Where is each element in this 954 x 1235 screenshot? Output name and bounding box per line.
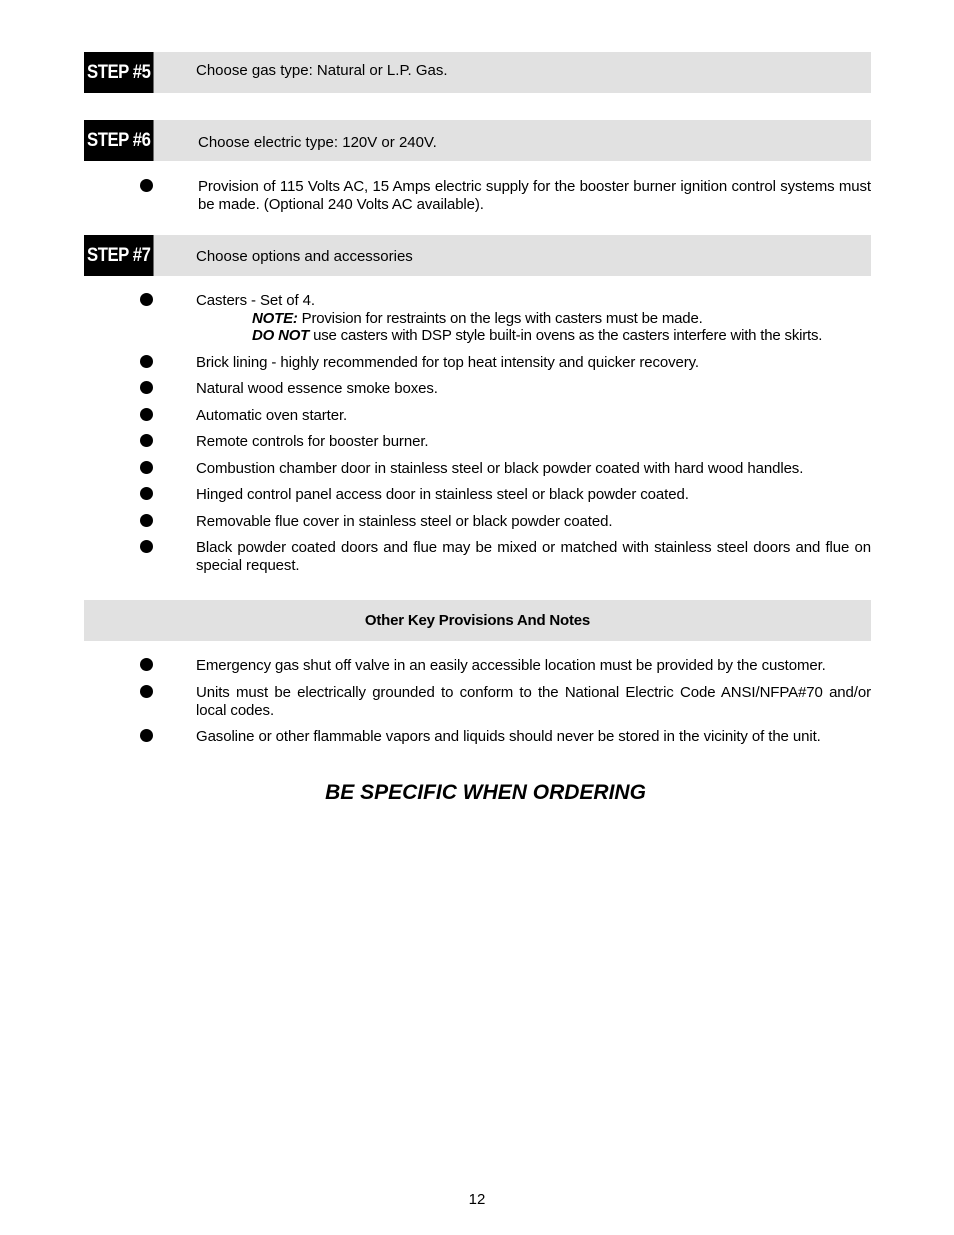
bullet-icon (140, 487, 153, 500)
list-item: Automatic oven starter. (196, 407, 348, 424)
list-item: Natural wood essence smoke boxes. (196, 380, 438, 397)
step-badge: STEP #5 (84, 52, 154, 93)
step-description: Choose gas type: Natural or L.P. Gas. (196, 62, 448, 79)
closing-statement: BE SPECIFIC WHEN ORDERING (325, 781, 646, 804)
provisions-header (84, 600, 871, 641)
step-6-header (84, 120, 871, 161)
list-item: Units must be electrically grounded to conform to the National Electric Code ANSI/NFPA#70 and/or local codes. (196, 684, 871, 719)
note-text: Provision for restraints on the legs with casters must be made. (297, 310, 703, 327)
list-item: Black powder coated doors and flue may be mixed or matched with stainless steel doors and flue on special request. (196, 539, 871, 574)
list-item: Provision of 115 Volts AC, 15 Amps electric supply for the booster burner ignition control systems must be made. (Optional 240 Volts AC available). (198, 178, 871, 213)
page-number: 12 (468, 1191, 486, 1208)
list-item: Remote controls for booster burner. (196, 433, 429, 450)
step-badge: STEP #6 (84, 120, 154, 161)
list-item: Gasoline or other flammable vapors and liquids should never be stored in the vicinity of the unit. (196, 728, 821, 745)
bullet-icon (140, 355, 153, 368)
bullet-icon (140, 408, 153, 421)
provisions-title: Other Key Provisions And Notes (364, 612, 591, 629)
step-5-header (84, 52, 871, 93)
list-item: Brick lining - highly recommended for top heat intensity and quicker recovery. (196, 354, 699, 371)
note-label: NOTE: (252, 310, 298, 327)
bullet-icon (140, 685, 153, 698)
bullet-icon (140, 381, 153, 394)
step-badge: STEP #7 (84, 235, 154, 276)
casters-warning (252, 327, 822, 344)
bullet-icon (140, 461, 153, 474)
step-description: Choose options and accessories (196, 248, 413, 265)
casters-note (252, 310, 703, 327)
bullet-icon (140, 434, 153, 447)
bullet-icon (140, 514, 153, 527)
list-item: Emergency gas shut off valve in an easily accessible location must be provided by the customer. (196, 657, 826, 674)
bullet-icon (140, 540, 153, 553)
list-item-casters: Casters - Set of 4. (196, 292, 315, 309)
bullet-icon (140, 729, 153, 742)
do-not-label: DO NOT (252, 327, 310, 344)
bullet-icon (140, 658, 153, 671)
step-7-header (84, 235, 871, 276)
list-item: Removable flue cover in stainless steel or black powder coated. (196, 513, 613, 530)
list-item: Combustion chamber door in stainless steel or black powder coated with hard wood handles. (196, 460, 804, 477)
bullet-icon (140, 179, 153, 192)
bullet-icon (140, 293, 153, 306)
list-item: Hinged control panel access door in stainless steel or black powder coated. (196, 486, 689, 503)
step-description: Choose electric type: 120V or 240V. (198, 134, 437, 151)
do-not-text: use casters with DSP style built-in ovens as the casters interfere with the skirts. (309, 327, 823, 344)
